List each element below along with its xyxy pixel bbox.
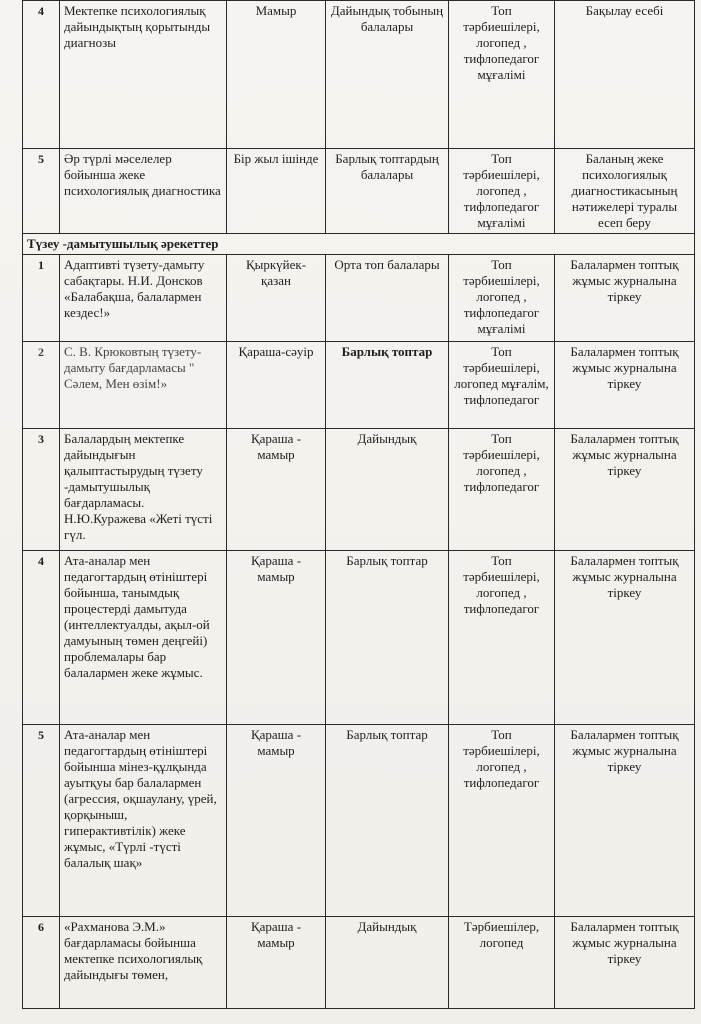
time-cell: Қараша - мамыр xyxy=(227,725,326,917)
activity-cell: Ата-аналар мен педагогтардың өтініштері бойынша мінез-құлқында ауытқуы бар балалармен (агрессия, оқшаулану, үрей, қорқыныш, гиперактивтілік) жеке жұмыс, «Түрлі -түсті балалық шақ» xyxy=(60,725,227,917)
time-cell: Қыркүйек-қазан xyxy=(227,255,326,342)
time-cell: Қараша - мамыр xyxy=(227,551,326,725)
section-row xyxy=(23,234,695,255)
row-number: 3 xyxy=(23,429,60,551)
target-cell: Орта топ балалары xyxy=(326,255,449,342)
row-number: 2 xyxy=(23,342,60,429)
activity-cell: Әр түрлі мәселелер бойынша жеке психологиялық диагностика xyxy=(60,149,227,234)
responsible-cell: Топ тәрбиешілері, логопед , тифлопедагог xyxy=(449,725,555,917)
result-cell: Балалармен топтық жұмыс журналына тіркеу xyxy=(555,725,695,917)
table-row xyxy=(23,1,695,149)
time-cell: Қараша-сәуір xyxy=(227,342,326,429)
row-number: 4 xyxy=(23,1,60,149)
time-cell: Бір жыл ішінде xyxy=(227,149,326,234)
activity-cell: Адаптивті түзету-дамыту сабақтары. Н.И. Донсков «Балабақша, балалармен кездес!» xyxy=(60,255,227,342)
responsible-cell: Топ тәрбиешілері, логопед , тифлопедагог мұғалімі xyxy=(449,255,555,342)
target-cell: Барлық топтар xyxy=(326,725,449,917)
activity-cell: Ата-аналар мен педагогтардың өтініштері бойынша, танымдық процестерді дамытуда (интеллектуалды, ақыл-ой дамуының төмен деңгейі) проблемалары бар балалармен жеке жұмыс. xyxy=(60,551,227,725)
result-cell: Бақылау есебі xyxy=(555,1,695,149)
responsible-cell: Тәрбиешілер, логопед xyxy=(449,917,555,1009)
row-number: 1 xyxy=(23,255,60,342)
table-row xyxy=(23,342,695,429)
table-row xyxy=(23,725,695,917)
responsible-cell: Топ тәрбиешілері, логопед , тифлопедагог мұғалімі xyxy=(449,1,555,149)
activity-cell: Мектепке психологиялық дайындықтың қорытынды диагнозы xyxy=(60,1,227,149)
table-row xyxy=(23,429,695,551)
row-number: 4 xyxy=(23,551,60,725)
target-cell: Барлық топтар xyxy=(326,342,449,429)
result-cell: Балалармен топтық жұмыс журналына тіркеу xyxy=(555,342,695,429)
time-cell: Қараша - мамыр xyxy=(227,917,326,1009)
activity-cell: «Рахманова Э.М.» бағдарламасы бойынша мектепке психологиялық дайындығы төмен, xyxy=(60,917,227,1009)
target-cell: Барлық топтардың балалары xyxy=(326,149,449,234)
target-cell: Дайындық xyxy=(326,917,449,1009)
time-cell: Мамыр xyxy=(227,1,326,149)
row-number: 5 xyxy=(23,725,60,917)
responsible-cell: Топ тәрбиешілері, логопед , тифлопедагог xyxy=(449,429,555,551)
activity-cell: Балалардың мектепке дайындығын қалыптастырудың түзету -дамытушылық бағдарламасы. Н.Ю.Куражева «Жеті түсті гүл. xyxy=(60,429,227,551)
table-row xyxy=(23,917,695,1009)
target-cell: Барлық топтар xyxy=(326,551,449,725)
table-row xyxy=(23,255,695,342)
activity-cell: С. В. Крюковтың түзету-дамыту бағдарламасы " Сәлем, Мен өзім!» xyxy=(60,342,227,429)
target-cell: Дайындық xyxy=(326,429,449,551)
section-title: Түзеу -дамытушылық әрекеттер xyxy=(23,234,695,255)
result-cell: Балалармен топтық жұмыс журналына тіркеу xyxy=(555,429,695,551)
target-cell: Дайындық тобының балалары xyxy=(326,1,449,149)
result-cell: Баланың жеке психологиялық диагностикасының нәтижелері туралы есеп беру xyxy=(555,149,695,234)
result-cell: Балалармен топтық жұмыс журналына тіркеу xyxy=(555,255,695,342)
responsible-cell: Топ тәрбиешілері, логопед , тифлопедагог xyxy=(449,551,555,725)
time-cell: Қараша - мамыр xyxy=(227,429,326,551)
table-row xyxy=(23,551,695,725)
row-number: 5 xyxy=(23,149,60,234)
table-row xyxy=(23,149,695,234)
result-cell: Балалармен топтық жұмыс журналына тіркеу xyxy=(555,917,695,1009)
responsible-cell: Топ тәрбиешілері, логопед , тифлопедагог мұғалімі xyxy=(449,149,555,234)
result-cell: Балалармен топтық жұмыс журналына тіркеу xyxy=(555,551,695,725)
row-number: 6 xyxy=(23,917,60,1009)
plan-table xyxy=(22,0,695,1009)
responsible-cell: Топ тәрбиешілері, логопед мұғалім, тифлопедагог xyxy=(449,342,555,429)
